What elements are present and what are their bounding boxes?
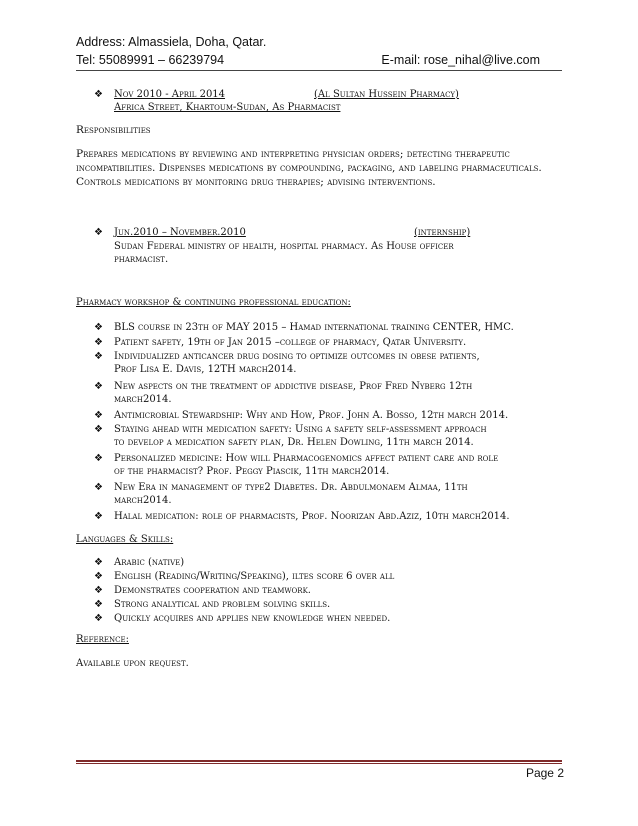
workshop-item-text: New aspects on the treatment of addictive disease, Prof Fred Nyberg 12th <box>114 381 473 392</box>
skill-item-text: English (Reading/Writing/Speaking), iltes score 6 over all <box>114 571 395 582</box>
diamond-bullet-icon: ❖ <box>94 89 103 100</box>
diamond-bullet-icon: ❖ <box>94 424 103 435</box>
skill-item <box>94 570 395 583</box>
diamond-bullet-icon: ❖ <box>94 557 103 568</box>
workshop-item-text-cont: march2014. <box>114 495 172 506</box>
skill-item-text: Arabic (native) <box>114 557 185 568</box>
job2-entry <box>94 226 554 239</box>
reference-text: Available upon request. <box>76 658 189 669</box>
skill-item-text: Demonstrates cooperation and teamwork. <box>114 585 311 596</box>
workshop-item <box>94 350 564 376</box>
diamond-bullet-icon: ❖ <box>94 599 103 610</box>
workshop-item-text: Staying ahead with medication safety: Using a safety self-assessment approach <box>114 424 487 435</box>
diamond-bullet-icon: ❖ <box>94 322 103 333</box>
workshop-item <box>94 321 564 334</box>
header-email: E-mail: rose_nihal@live.com <box>381 53 540 67</box>
job1-entry <box>94 88 554 101</box>
diamond-bullet-icon: ❖ <box>94 227 103 238</box>
header-rule <box>76 70 562 71</box>
skill-item <box>94 612 391 625</box>
diamond-bullet-icon: ❖ <box>94 453 103 464</box>
skill-item <box>94 556 185 569</box>
workshop-item-text-cont: to develop a medication safety plan, Dr. Helen Dowling, 11th march 2014. <box>114 437 474 448</box>
responsibilities-text: Prepares medications by reviewing and interpreting physician orders; detecting therapeutic incompatibilities. Dispenses medications by compounding, packaging, and labeling pharmaceuticals. Controls medications by monitoring drug therapies; advising interventions. <box>76 148 542 188</box>
workshop-item <box>94 409 564 422</box>
job2-type: (internship) <box>414 227 471 238</box>
workshop-item <box>94 380 564 406</box>
skill-item-text: Quickly acquires and applies new knowledge when needed. <box>114 613 391 624</box>
workshop-item-text-cont: march2014. <box>114 394 172 405</box>
skill-item <box>94 598 331 611</box>
job1-dates: Nov 2010 - April 2014 <box>114 89 226 100</box>
languages-heading: Languages & Skills: <box>76 534 174 545</box>
job2-line1: Sudan Federal ministry of health, hospital pharmacy. As House officer <box>114 241 454 252</box>
workshop-item-text: New Era in management of type2 Diabetes. Dr. Abdulmonaem Almaa, 11th <box>114 482 468 493</box>
job1-location: Africa Street, Khartoum-Sudan, As Pharmacist <box>114 102 341 113</box>
skill-item-text: Strong analytical and problem solving skills. <box>114 599 331 610</box>
workshop-item-text: Antimicrobial Stewardship: Why and How, Prof. John A. Bosso, 12th march 2014. <box>114 410 509 421</box>
header-phone: Tel: 55089991 – 66239794 <box>76 53 225 67</box>
diamond-bullet-icon: ❖ <box>94 511 103 522</box>
diamond-bullet-icon: ❖ <box>94 585 103 596</box>
workshop-item-text: Halal medication: role of pharmacists, Prof. Noorizan Abd.Aziz, 10th march2014. <box>114 511 510 522</box>
workshop-item-text-cont: Prof Lisa E. Davis, 12TH march2014. <box>114 364 297 375</box>
workshop-item-text-cont: of the pharmacist? Prof. Peggy Piascik, 11th march2014. <box>114 466 390 477</box>
workshop-item-text: BLS course in 23th of MAY 2015 – Hamad international training CENTER, HMC. <box>114 322 514 333</box>
workshop-item <box>94 481 564 507</box>
skill-item <box>94 584 311 597</box>
workshop-item-text: Individualized anticancer drug dosing to optimize outcomes in obese patients, <box>114 351 480 362</box>
workshop-item-text: Personalized medicine: How will Pharmacogenomics affect patient care and role <box>114 453 499 464</box>
reference-heading: Reference: <box>76 634 129 645</box>
responsibilities-heading: Responsibilities <box>76 124 151 136</box>
job1-employer: (Al Sultan Hussein Pharmacy) <box>314 89 459 100</box>
workshops-heading: Pharmacy workshop & continuing professional education: <box>76 297 351 308</box>
footer-rule-thin <box>76 763 562 764</box>
page-number: Page 2 <box>525 766 564 780</box>
diamond-bullet-icon: ❖ <box>94 351 103 362</box>
diamond-bullet-icon: ❖ <box>94 381 103 392</box>
workshop-item <box>94 336 564 349</box>
diamond-bullet-icon: ❖ <box>94 571 103 582</box>
workshop-item-text: Patient safety, 19th of Jan 2015 –college of pharmacy, Qatar University. <box>114 337 467 348</box>
workshop-item <box>94 510 564 523</box>
footer-rule <box>76 760 562 762</box>
job2-dates: Jun.2010 – November.2010 <box>114 227 246 238</box>
header-address: Address: Almassiela, Doha, Qatar. <box>76 35 267 49</box>
job2-line2: pharmacist. <box>114 254 169 265</box>
diamond-bullet-icon: ❖ <box>94 482 103 493</box>
diamond-bullet-icon: ❖ <box>94 613 103 624</box>
workshop-item <box>94 452 564 478</box>
diamond-bullet-icon: ❖ <box>94 410 103 421</box>
diamond-bullet-icon: ❖ <box>94 337 103 348</box>
workshop-item <box>94 423 564 449</box>
